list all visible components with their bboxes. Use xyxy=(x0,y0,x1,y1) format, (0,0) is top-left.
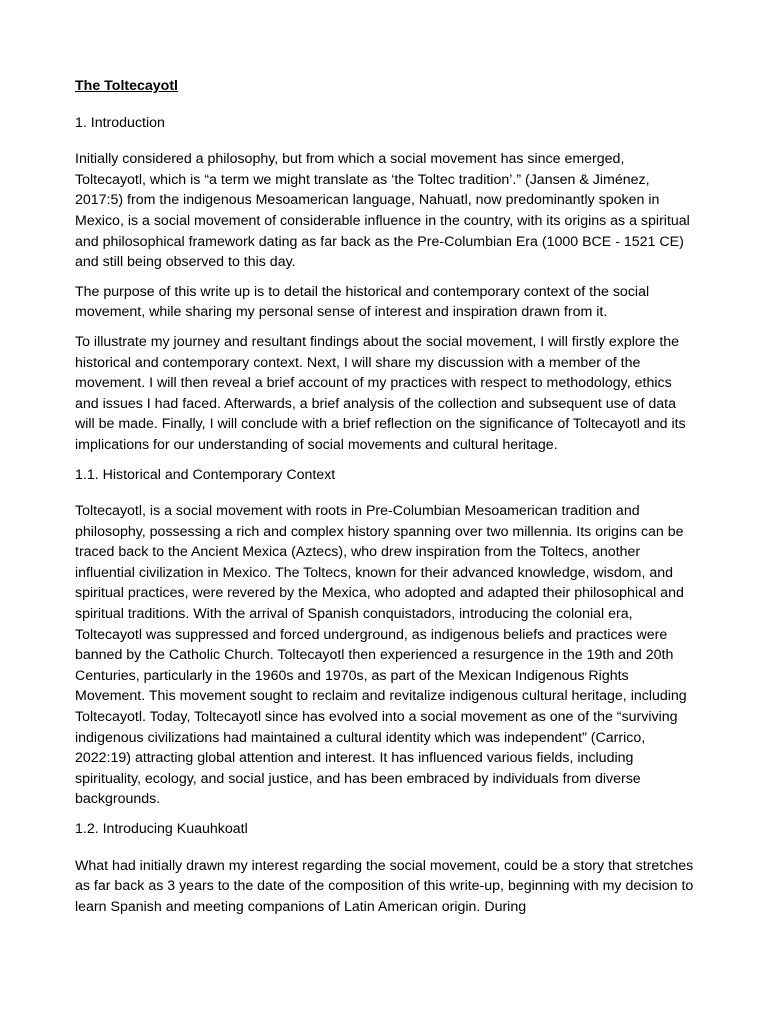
document-body xyxy=(75,76,695,926)
paragraph: To illustrate my journey and resultant findings about the social movement, I will firstly explore the historical and contemporary context. Next, I will share my discussion with a member of the movement. I will then reveal a brief account of my practices with respect to methodology, ethics and issues I had faced. Afterwards, a brief analysis of the collection and subsequent use of data will be made. Finally, I will conclude with a brief reflection on the significance of Toltecayotl and its implications for our understanding of social movements and cultural heritage. xyxy=(75,333,686,453)
paragraph: What had initially drawn my interest regarding the social movement, could be a story that stretches as far back as 3 years to the date of the composition of this write-up, beginning with my decision to learn Spanish and meeting companions of Latin American origin. During xyxy=(75,857,694,915)
paragraph: Initially considered a philosophy, but from which a social movement has since emerged, Toltecayotl, which is “a term we might translate as ‘the Toltec tradition’.” (Jansen & Jiménez, 2017:5) from the indigenous Mesoamerican language, Nahuatl, now predominantly spoken in Mexico, is a social movement of considerable influence in the country, with its origins as a spiritual and philosophical framework dating as far back as the Pre-Columbian Era (1000 BCE - 1521 CE) and still being observed to this day. xyxy=(75,151,690,271)
paragraph: Toltecayotl, is a social movement with roots in Pre-Columbian Mesoamerican tradition and philosophy, possessing a rich and complex history spanning over two millennia. Its origins can be traced back to the Ancient Mexica (Aztecs), who drew inspiration from the Toltecs, another influential civilization in Mexico. The Toltecs, known for their advanced knowledge, wisdom, and spiritual practices, were revered by the Mexica, who adopted and adapted their philosophical and spiritual traditions. With the arrival of Spanish conquistadors, introducing the colonial era, Toltecayotl was suppressed and forced underground, as indigenous beliefs and practices were banned by the Catholic Church. Toltecayotl then experienced a resurgence in the 19th and 20th Centuries, particularly in the 1960s and 1970s, as part of the Mexican Indigenous Rights Movement. This movement sought to reclaim and revitalize indigenous cultural heritage, including Toltecayotl. Today, Toltecayotl since has evolved into a social movement as one of the “surviving indigenous civilizations had maintained a cultural identity which was independent” (Carrico, 2022:19) attracting global attention and interest. It has influenced various fields, including spirituality, ecology, and social justice, and has been embraced by individuals from diverse backgrounds. xyxy=(75,503,687,808)
paragraph: The purpose of this write up is to detail the historical and contemporary context of the social movement, while sharing my personal sense of interest and inspiration drawn from it. xyxy=(75,283,650,321)
section-heading-introduction: 1. Introduction xyxy=(75,114,165,131)
document-title: The Toltecayotl xyxy=(75,78,179,94)
section-heading-historical-context: 1.1. Historical and Contemporary Context xyxy=(75,466,336,483)
section-heading-kuauhkoatl: 1.2. Introducing Kuauhkoatl xyxy=(75,821,248,837)
